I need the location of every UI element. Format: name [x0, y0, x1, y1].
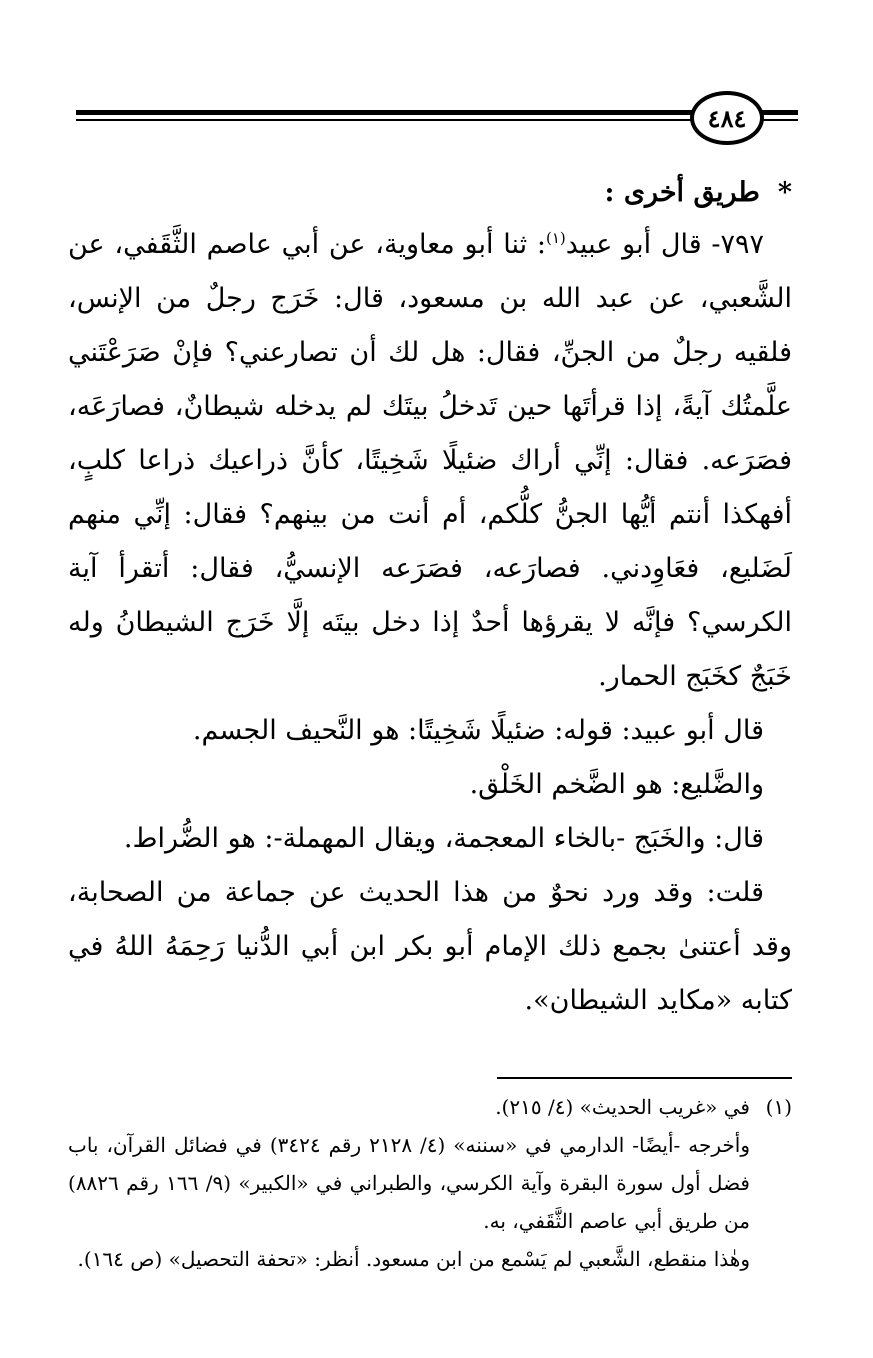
footnote-1 [68, 1088, 792, 1126]
section-heading-text: طريق أخرى : [604, 177, 760, 208]
footnote-1-text: في «غريب الحديث» (٤/ ٢١٥). [495, 1095, 750, 1119]
hadith-number-and-narrator: ٧٩٧- قال أبو عبيد [565, 229, 764, 260]
footnote-separator [497, 1077, 792, 1079]
footnotes [68, 1088, 792, 1278]
star-icon: * [777, 177, 792, 208]
commentary-paragraph-1: قال أبو عبيد: قوله: ضئيلًا شَخِيتًا: هو النَّحيف الجسم. [192, 715, 764, 746]
hadith-text: : ثنا أبو معاوية، عن أبي عاصم الثَّقَفي، عن الشَّعبي، عن عبد الله بن مسعود، قال: خَرَج رجلٌ من الإنس، فلقيه رجلٌ من الجنِّ، فقال: هل لك أن تصارعني؟ فإنْ صَرَعْتَني علَّمتُك آيةً، إذا قرأتَها حين تَدخلُ بيتَك لم يدخله شيطانٌ، فصارَعَه، فصَرَعه. فقال: إنِّي أراك ضئيلًا شَخِيتًا، كأنَّ ذراعيك ذراعا كلبٍ، أفهكذا أنتم أيُّها الجنُّ كلُّكم، أم أنت من بينهم؟ فقال: إنِّي منهم لَضَليع، فعَاوِدني. فصارَعه، فصَرَعه الإنسيُّ، فقال: أتقرأ آية الكرسي؟ فإنَّه لا يقرؤها أحدٌ إذا دخل بيتَه إلَّا خَرَج الشيطانُ وله خَبَجٌ كخَبَج الحمار. [68, 229, 792, 692]
page-number: ٤٨٤ [690, 91, 764, 145]
commentary-paragraph-4: قلت: وقد ورد نحوٌ من هذا الحديث عن جماعة من الصحابة، وقد أعتنىٰ بجمع ذلك الإمام أبو بكر ابن أبي الدُّنيا رَحِمَهُ اللهُ في كتابه «مكايد الشيطان». [68, 877, 792, 1016]
main-text [68, 166, 792, 1028]
footnote-1-continuation: وأخرجه -أيضًا- الدارمي في «سننه» (٤/ ٢١٢٨ رقم ٣٤٢٤) في فضائل القرآن، باب فضل أول سورة البقرة وآية الكرسي، والطبراني في «الكبير» (٩/ ١٦٦ رقم ٨٨٢٦) من طريق أبي عاصم الثَّقَفي، به. [68, 1133, 750, 1233]
page-header [76, 88, 798, 146]
header-rule-right-thin [760, 119, 798, 121]
header-rule-right-thick [760, 110, 798, 115]
footnote-number: (١) [765, 1095, 792, 1119]
hadith-paragraph [68, 218, 792, 704]
header-rule-thin [76, 119, 694, 121]
section-heading [68, 166, 792, 218]
commentary-paragraph-3: قال: والخَبَج -بالخاء المعجمة، ويقال المهملة-: هو الضُّراط. [123, 823, 764, 854]
header-rule-thick [76, 110, 694, 115]
footnote-1-note: وهٰذا منقطع، الشَّعبي لم يَسْمع من ابن مسعود. أنظر: «تحفة التحصيل» (ص ١٦٤). [77, 1247, 750, 1271]
footnote-ref: (١) [546, 229, 566, 247]
commentary-paragraph-2: والضَّليع: هو الضَّخم الخَلْق. [469, 769, 764, 800]
